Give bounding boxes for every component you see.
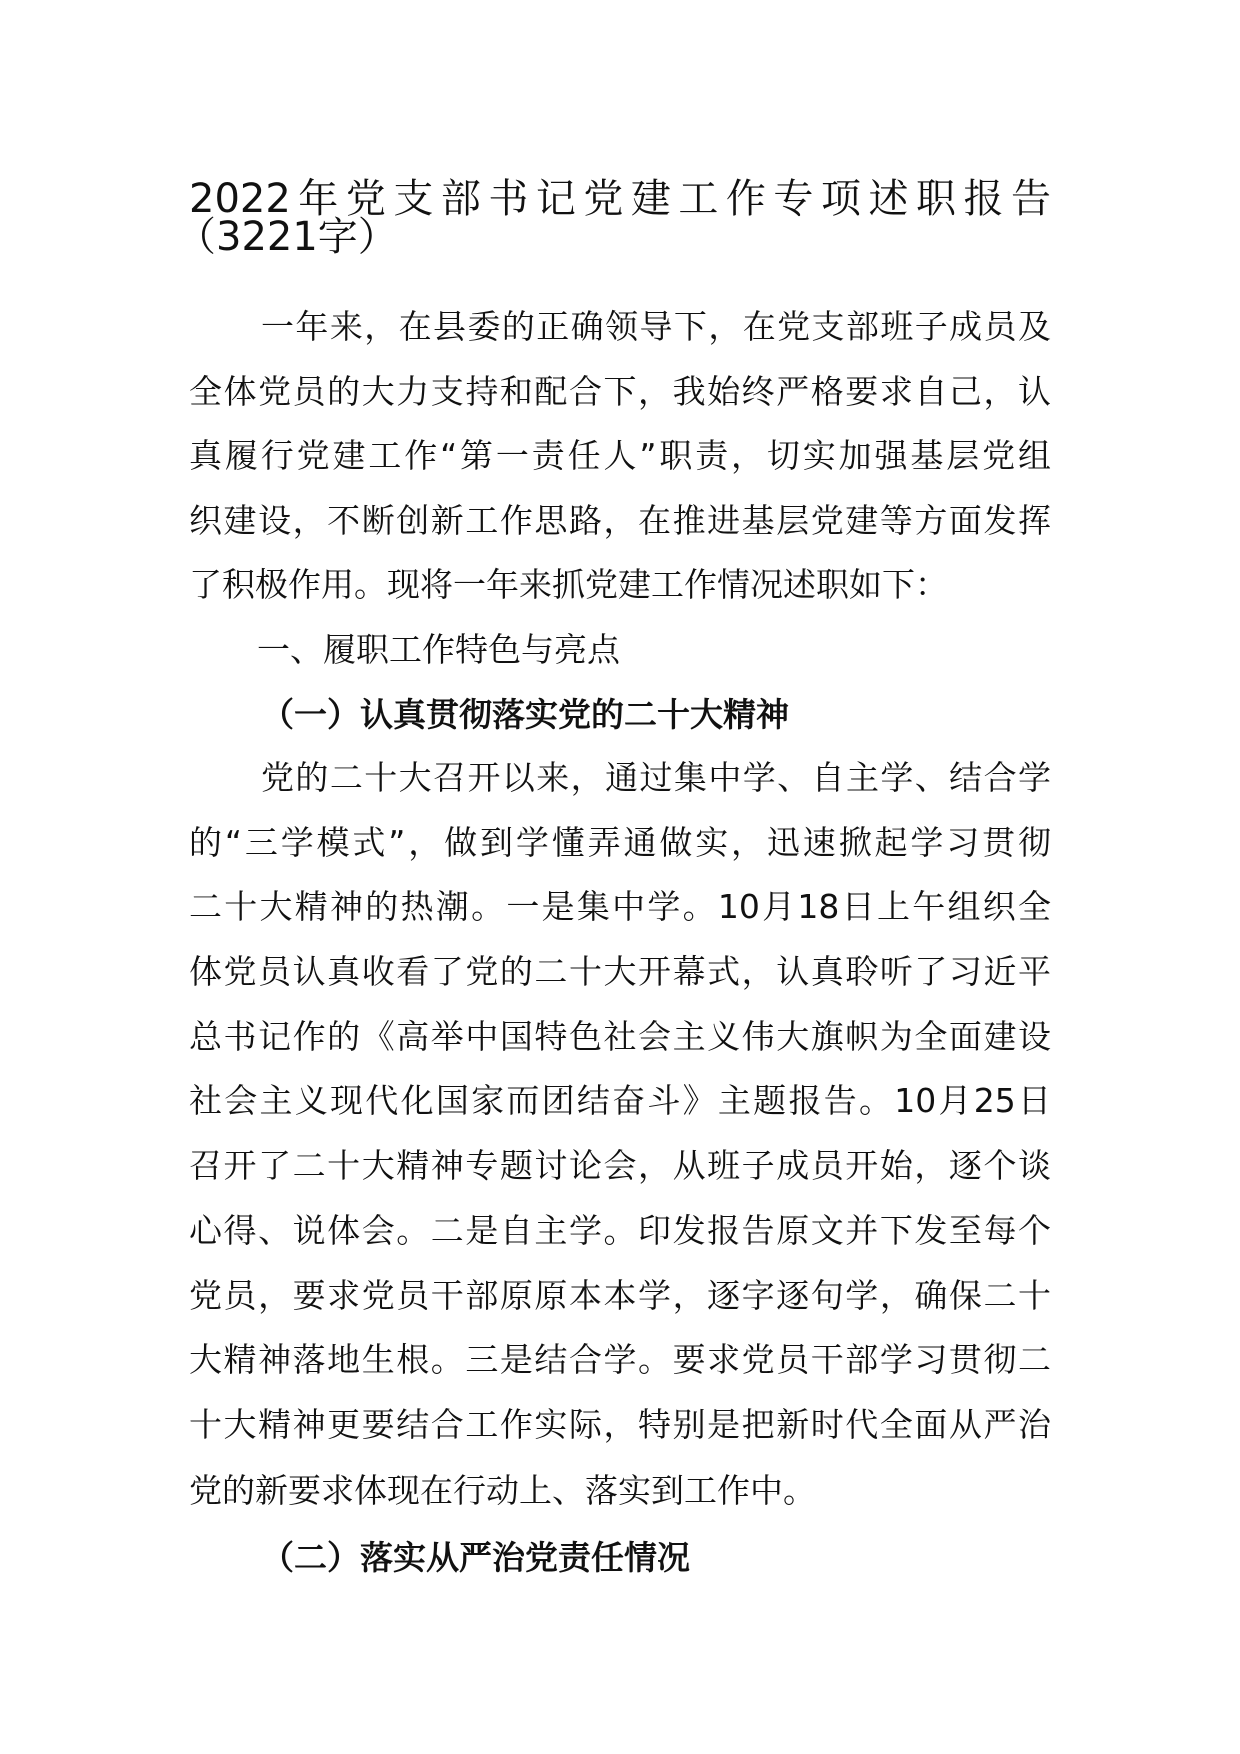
- intro-line: 真履行党建工作“第一责任人”职责，切实加强基层党组: [189, 436, 1051, 475]
- paragraph-line: 大精神落地生根。三是结合学。要求党员干部学习贯彻二: [189, 1340, 1051, 1379]
- paragraph-line: 党的二十大召开以来，通过集中学、自主学、结合学: [261, 758, 1051, 797]
- intro-line: 一年来，在县委的正确领导下，在党支部班子成员及: [261, 307, 1051, 346]
- document-title: 2022年党支部书记党建工作专项述职报告: [189, 176, 1051, 222]
- paragraph-line: 心得、说体会。二是自主学。印发报告原文并下发至每个: [189, 1211, 1051, 1250]
- intro-line: 全体党员的大力支持和配合下，我始终严格要求自己，认: [189, 372, 1051, 411]
- section-heading: 一、履职工作特色与亮点: [257, 630, 620, 669]
- paragraph-line: 十大精神更要结合工作实际，特别是把新时代全面从严治: [189, 1405, 1051, 1444]
- paragraph-line: 社会主义现代化国家而团结奋斗》主题报告。10月25日: [189, 1081, 1051, 1120]
- paragraph-line: 党的新要求体现在行动上、落实到工作中。: [189, 1471, 816, 1510]
- paragraph-line: 召开了二十大精神专题讨论会，从班子成员开始，逐个谈: [189, 1146, 1051, 1185]
- subsection-heading: （一）认真贯彻落实党的二十大精神: [261, 695, 789, 734]
- document-title-wordcount: （3221字）: [176, 214, 398, 260]
- paragraph-line: 党员，要求党员干部原原本本学，逐字逐句学，确保二十: [189, 1276, 1051, 1315]
- paragraph-line: 的“三学模式”，做到学懂弄通做实，迅速掀起学习贯彻: [189, 823, 1051, 862]
- subsection-heading: （二）落实从严治党责任情况: [261, 1538, 690, 1577]
- intro-line: 织建设，不断创新工作思路，在推进基层党建等方面发挥: [189, 501, 1051, 540]
- paragraph-line: 二十大精神的热潮。一是集中学。10月18日上午组织全: [189, 887, 1051, 926]
- paragraph-line: 体党员认真收看了党的二十大开幕式，认真聆听了习近平: [189, 952, 1051, 991]
- paragraph-line: 总书记作的《高举中国特色社会主义伟大旗帜为全面建设: [189, 1017, 1051, 1056]
- intro-line: 了积极作用。现将一年来抓党建工作情况述职如下：: [189, 565, 948, 604]
